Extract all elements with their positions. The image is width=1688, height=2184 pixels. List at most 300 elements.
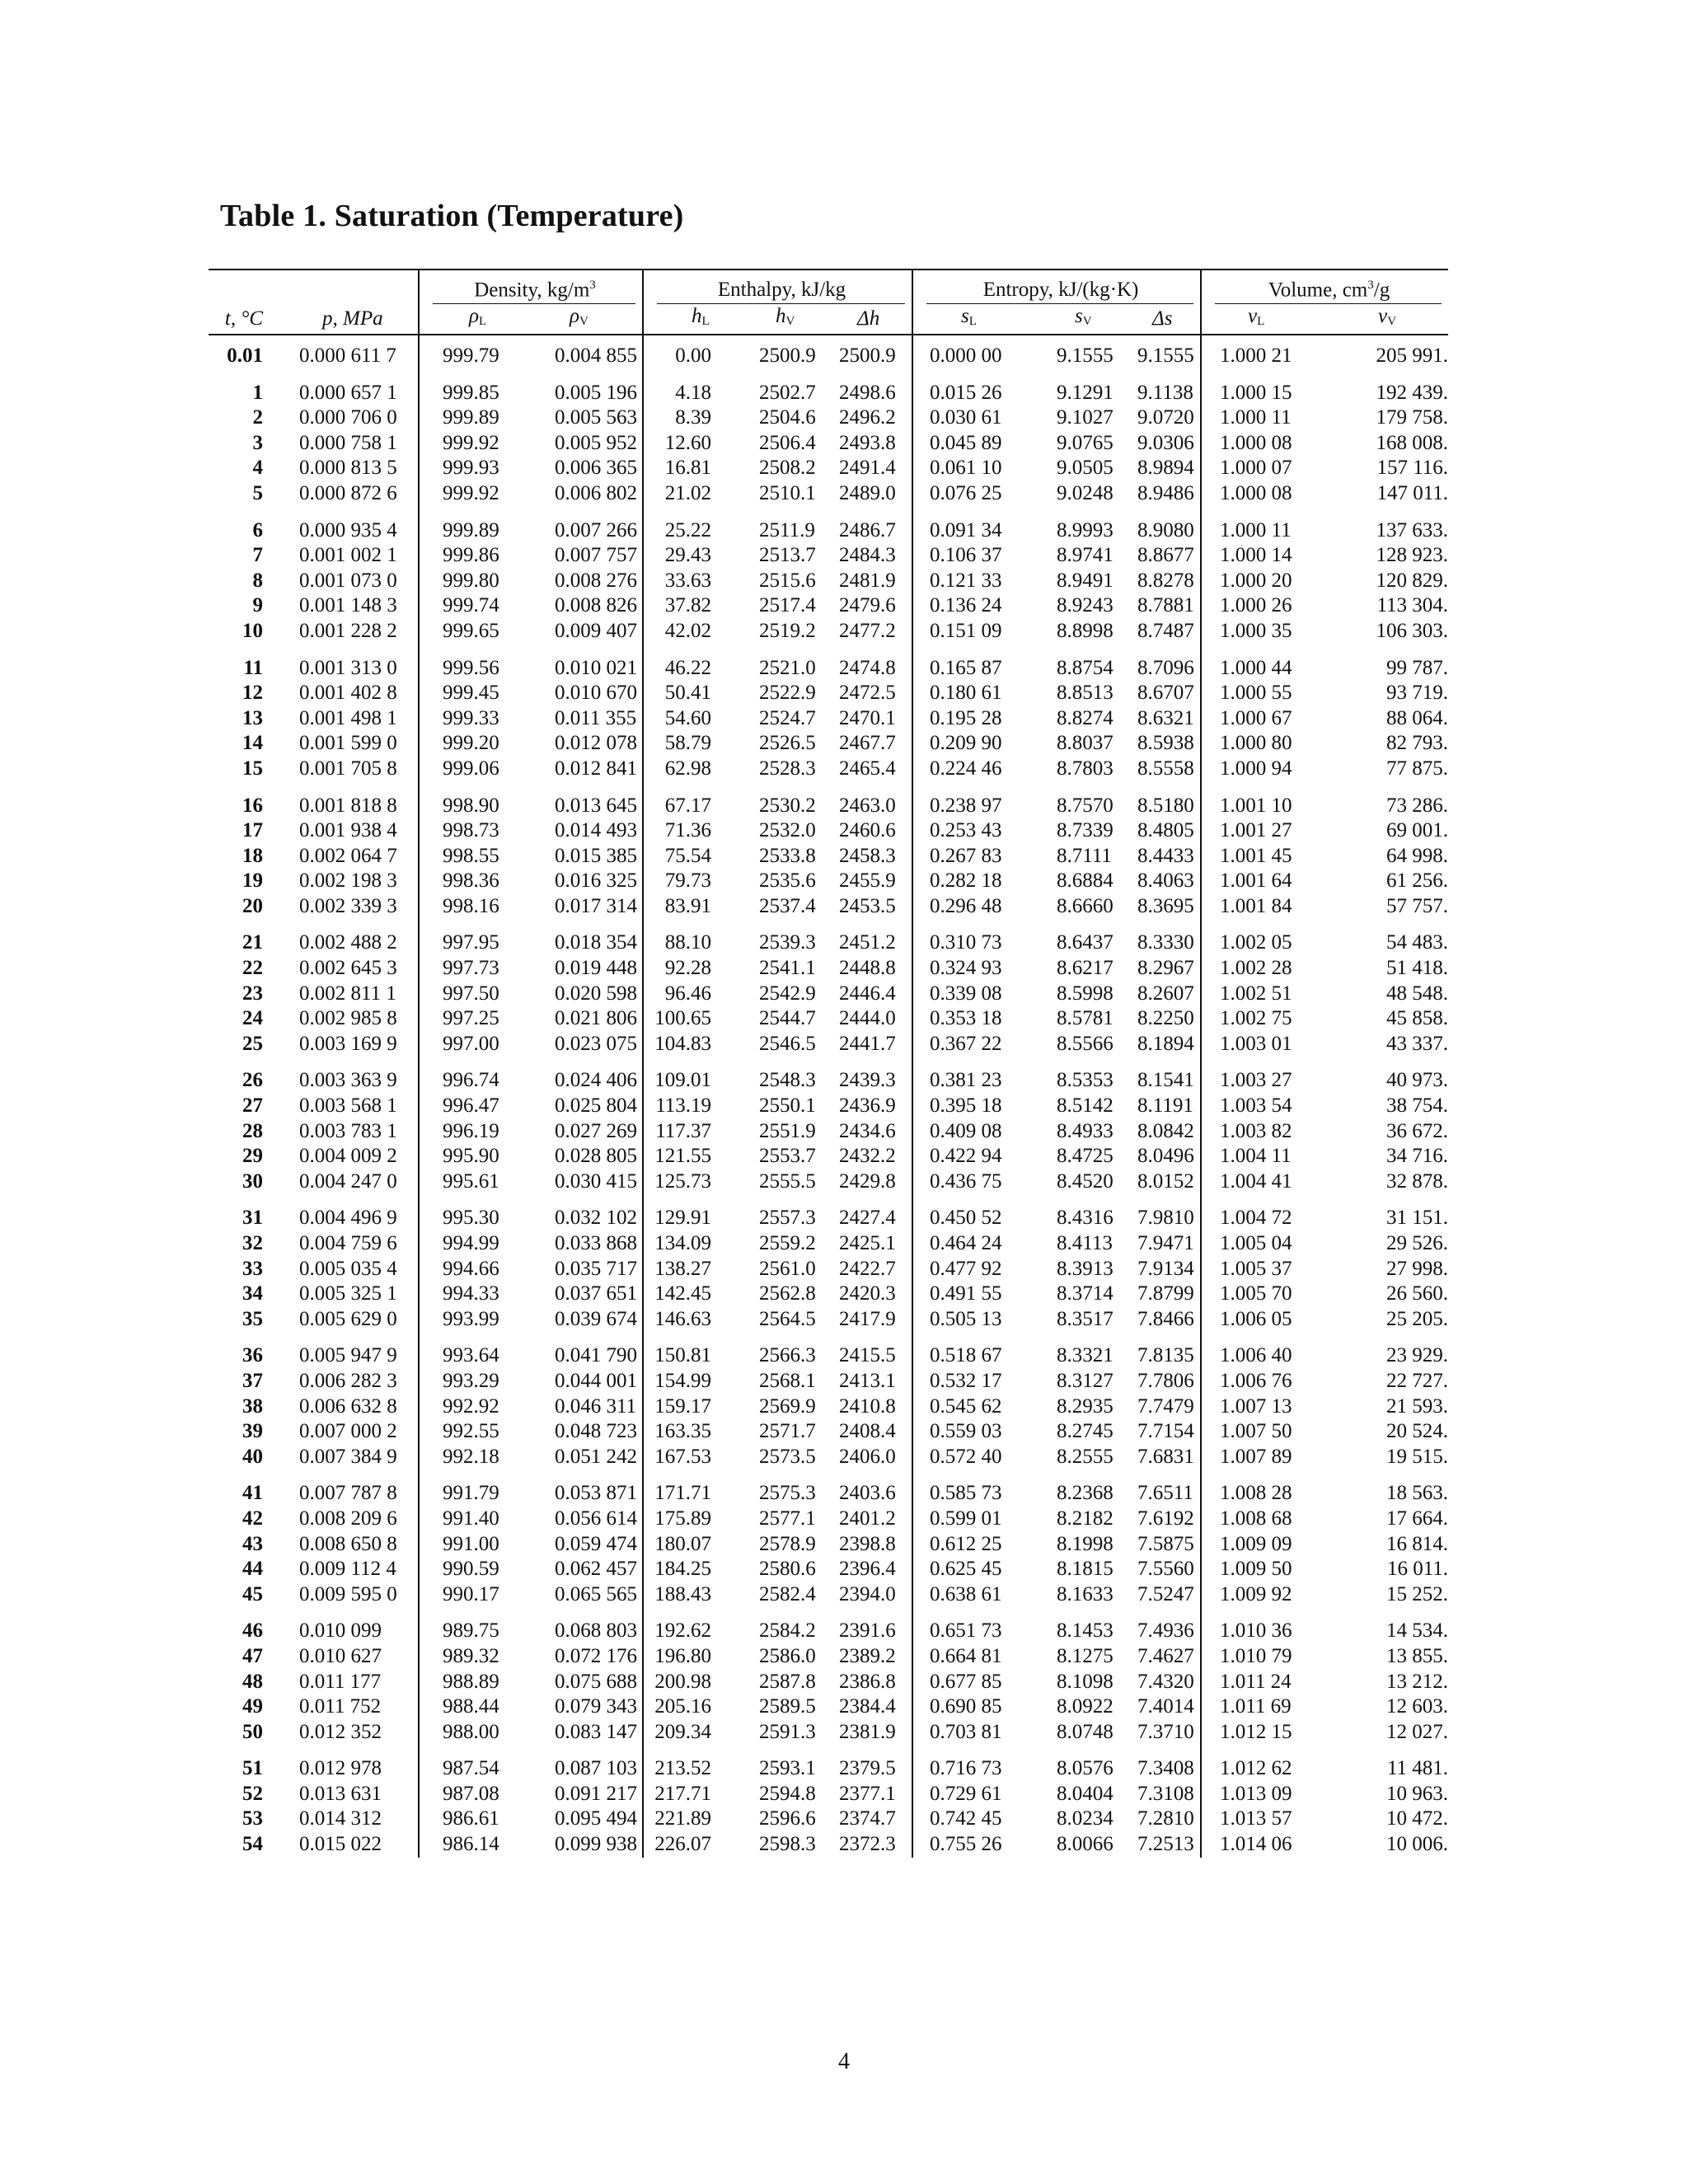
cell-rho-l: 995.90: [419, 1144, 537, 1169]
cell-ds: 8.6321: [1137, 706, 1194, 729]
gap-cell: [744, 1607, 832, 1619]
cell-s-v: 8.7111: [1057, 844, 1112, 867]
cell-v-l: 1.009 50: [1201, 1557, 1319, 1582]
cell-h-l: 213.52: [643, 1756, 744, 1782]
cell-dh: 2425.1: [839, 1232, 896, 1254]
cell-dh: 2384.4: [839, 1695, 896, 1718]
cell-p: 0.010 627: [299, 1644, 382, 1667]
cell-rho-l: 990.59: [419, 1557, 537, 1582]
cell-dh: 2500.9: [839, 344, 896, 367]
table-row: [209, 1720, 1448, 1746]
cell-rho-l: 999.92: [419, 481, 537, 507]
cell-p: 0.002 645 3: [299, 957, 397, 980]
cell-t: 36: [242, 1344, 263, 1367]
cell-s-v: 8.4725: [1057, 1145, 1114, 1168]
cell-v-v: 106 303.: [1376, 619, 1449, 642]
cell-h-v: 2515.6: [759, 569, 816, 592]
cell-ds: 8.4433: [1137, 844, 1194, 867]
gap-cell: [1032, 782, 1121, 794]
cell-ds: 8.9894: [1137, 457, 1194, 480]
gap-cell: [1319, 1469, 1448, 1481]
col-header-t-label: t, °C: [224, 307, 263, 330]
cell-dh: 2463.0: [839, 794, 896, 817]
cell-h-l: 37.82: [643, 593, 744, 619]
cell-ds: 8.3695: [1137, 894, 1194, 917]
cell-h-v: 2557.3: [759, 1207, 816, 1230]
cell-s-v: 8.9243: [1057, 594, 1114, 617]
gap-cell: [1201, 1332, 1319, 1343]
cell-p: 0.006 282 3: [299, 1369, 397, 1392]
cell-s-v: 8.8274: [1057, 706, 1114, 729]
table-row: [209, 1507, 1448, 1532]
cell-h-v: 2542.9: [759, 982, 816, 1005]
cell-ds: 8.9080: [1137, 518, 1194, 541]
cell-s-l: 0.716 73: [912, 1756, 1032, 1782]
cell-t: 35: [242, 1307, 263, 1330]
col-header-p-label: p, MPa: [322, 307, 383, 330]
cell-v-v: 157 116.: [1376, 457, 1449, 480]
table-row: [209, 335, 1448, 369]
cell-v-l: 1.010 79: [1201, 1644, 1319, 1670]
cell-v-l: 1.003 54: [1201, 1094, 1319, 1119]
cell-v-l: 1.007 50: [1201, 1419, 1319, 1445]
cell-p: 0.007 000 2: [299, 1420, 397, 1443]
cell-ds: 8.0496: [1137, 1145, 1194, 1168]
table-row: [209, 456, 1448, 481]
gap-cell: [419, 644, 537, 656]
cell-p: 0.004 009 2: [299, 1145, 397, 1168]
cell-dh: 2422.7: [839, 1257, 896, 1280]
cell-s-l: 0.422 94: [912, 1144, 1032, 1169]
table-row: [209, 1807, 1448, 1832]
cell-h-v: 2548.3: [759, 1069, 816, 1092]
cell-p: 0.000 813 5: [299, 457, 397, 480]
cell-rho-l: 997.50: [419, 982, 537, 1007]
cell-rho-l: 999.86: [419, 543, 537, 569]
gap-cell: [744, 644, 832, 656]
cell-h-l: 33.63: [643, 569, 744, 594]
table-row: [209, 1419, 1448, 1445]
gap-cell: [912, 1194, 1032, 1206]
cell-dh: 2439.3: [839, 1069, 896, 1092]
gap-cell: [209, 919, 283, 930]
cell-s-v: 8.7570: [1057, 794, 1114, 817]
cell-rho-l: 986.61: [419, 1807, 537, 1832]
gap-cell: [1032, 1332, 1121, 1343]
cell-t: 21: [242, 931, 263, 954]
cell-h-v: 2504.6: [759, 406, 816, 429]
cell-rho-l: 987.54: [419, 1756, 537, 1782]
cell-t: 15: [242, 757, 263, 780]
gap-cell: [1201, 919, 1319, 930]
table-row: [209, 593, 1448, 619]
table-row: [209, 681, 1448, 706]
row-group-gap: [209, 507, 1448, 518]
cell-p: 0.012 352: [299, 1720, 382, 1743]
gap-cell: [209, 782, 283, 794]
cell-h-l: 46.22: [643, 656, 744, 682]
cell-h-l: 83.91: [643, 894, 744, 920]
cell-rho-l: 991.00: [419, 1532, 537, 1558]
cell-rho-v: 0.012 078: [555, 732, 637, 755]
col-header-h-l: [643, 304, 744, 335]
cell-ds: 7.5247: [1137, 1582, 1194, 1605]
volume-group-header: [1201, 269, 1448, 302]
cell-v-v: 36 672.: [1386, 1119, 1449, 1142]
cell-s-v: 8.3321: [1057, 1344, 1114, 1367]
cell-p: 0.004 496 9: [299, 1207, 397, 1230]
cell-v-l: 1.000 21: [1201, 335, 1319, 369]
volume-unit-sup: 3: [1367, 278, 1374, 292]
table-body: [209, 335, 1448, 1858]
cell-t: 40: [242, 1445, 263, 1468]
cell-ds: 8.2250: [1137, 1007, 1194, 1030]
table-row: [209, 1557, 1448, 1582]
cell-h-l: 100.65: [643, 1006, 744, 1032]
cell-v-v: 69 001.: [1386, 819, 1449, 842]
cell-dh: 2434.6: [839, 1119, 896, 1142]
cell-p: 0.002 811 1: [299, 982, 396, 1005]
gap-cell: [912, 782, 1032, 794]
col-header-rho-l: [419, 304, 537, 335]
cell-v-l: 1.001 10: [1201, 794, 1319, 819]
cell-rho-l: 987.08: [419, 1782, 537, 1807]
saturation-table-container: [209, 269, 1448, 1858]
row-group-gap: [209, 1332, 1448, 1343]
cell-p: 0.007 384 9: [299, 1445, 397, 1468]
cell-p: 0.008 650 8: [299, 1532, 397, 1555]
cell-h-v: 2566.3: [759, 1344, 816, 1367]
cell-v-l: 1.011 69: [1201, 1694, 1319, 1720]
cell-v-v: 16 814.: [1386, 1532, 1449, 1555]
cell-p: 0.000 872 6: [299, 481, 397, 504]
cell-h-l: 159.17: [643, 1394, 744, 1420]
cell-s-l: 0.532 17: [912, 1369, 1032, 1394]
cell-rho-l: 996.47: [419, 1094, 537, 1119]
cell-rho-v: 0.013 645: [555, 794, 637, 817]
gap-cell: [419, 1745, 537, 1756]
gap-cell: [643, 507, 744, 518]
cell-ds: 8.2967: [1137, 957, 1194, 980]
cell-h-l: 200.98: [643, 1670, 744, 1695]
col-header-dh: [832, 304, 912, 335]
row-group-gap: [209, 644, 1448, 656]
cell-dh: 2474.8: [839, 656, 896, 679]
v-symbol: v: [1248, 305, 1258, 327]
cell-s-l: 0.030 61: [912, 405, 1032, 431]
cell-h-v: 2528.3: [759, 757, 816, 780]
cell-v-l: 1.009 92: [1201, 1582, 1319, 1608]
cell-rho-v: 0.007 266: [555, 518, 637, 541]
row-group-gap: [209, 1469, 1448, 1481]
cell-s-l: 0.651 73: [912, 1619, 1032, 1644]
cell-rho-v: 0.010 021: [555, 656, 637, 679]
cell-rho-v: 0.075 688: [555, 1670, 637, 1693]
cell-t: 48: [242, 1670, 263, 1693]
cell-v-l: 1.009 09: [1201, 1532, 1319, 1558]
cell-v-l: 1.001 45: [1201, 844, 1319, 869]
cell-s-l: 0.253 43: [912, 818, 1032, 844]
cell-s-v: 8.1998: [1057, 1532, 1114, 1555]
sub-l: L: [968, 315, 977, 328]
cell-v-l: 1.000 11: [1201, 518, 1319, 544]
entropy-group-header: [912, 269, 1201, 302]
cell-s-l: 0.572 40: [912, 1445, 1032, 1470]
cell-rho-v: 0.017 314: [555, 894, 637, 917]
cell-rho-l: 998.90: [419, 794, 537, 819]
gap-cell: [744, 1332, 832, 1343]
cell-p: 0.012 978: [299, 1757, 382, 1780]
cell-dh: 2481.9: [839, 569, 896, 592]
cell-dh: 2446.4: [839, 982, 896, 1005]
cell-v-l: 1.001 64: [1201, 869, 1319, 894]
table-row: [209, 1032, 1448, 1057]
cell-v-v: 31 151.: [1386, 1207, 1449, 1230]
cell-rho-l: 993.29: [419, 1369, 537, 1394]
cell-v-l: 1.007 13: [1201, 1394, 1319, 1420]
cell-t: 4: [252, 457, 263, 480]
cell-dh: 2398.8: [839, 1532, 896, 1555]
cell-rho-l: 999.92: [419, 431, 537, 457]
cell-h-l: 16.81: [643, 456, 744, 481]
cell-s-l: 0.677 85: [912, 1670, 1032, 1695]
cell-s-v: 8.2555: [1057, 1445, 1114, 1468]
cell-v-l: 1.002 28: [1201, 956, 1319, 982]
cell-s-v: 8.1633: [1057, 1582, 1114, 1605]
table-row: [209, 1282, 1448, 1307]
table-row: [209, 757, 1448, 782]
cell-rho-l: 997.95: [419, 930, 537, 956]
cell-h-l: 62.98: [643, 757, 744, 782]
cell-v-l: 1.003 82: [1201, 1119, 1319, 1145]
cell-v-l: 1.007 89: [1201, 1445, 1319, 1470]
cell-t: 38: [242, 1394, 263, 1418]
cell-t: 39: [242, 1420, 263, 1443]
gap-cell: [1319, 507, 1448, 518]
cell-ds: 8.8677: [1137, 544, 1194, 567]
gap-cell: [744, 1469, 832, 1481]
cell-h-l: 217.71: [643, 1782, 744, 1807]
gap-cell: [1032, 1194, 1121, 1206]
col-header-ds: [1121, 304, 1201, 335]
cell-h-v: 2546.5: [759, 1032, 816, 1055]
cell-p: 0.013 631: [299, 1782, 382, 1805]
cell-v-v: 18 563.: [1386, 1482, 1449, 1505]
cell-h-v: 2598.3: [759, 1833, 816, 1856]
cell-t: 42: [242, 1507, 263, 1530]
cell-s-v: 8.3127: [1057, 1369, 1114, 1392]
gap-cell: [1319, 782, 1448, 794]
gap-cell: [1319, 1607, 1448, 1619]
sub-l: L: [479, 315, 487, 328]
cell-dh: 2484.3: [839, 544, 896, 567]
cell-s-l: 0.755 26: [912, 1832, 1032, 1858]
gap-cell: [744, 1057, 832, 1068]
cell-s-l: 0.545 62: [912, 1394, 1032, 1420]
cell-h-v: 2559.2: [759, 1232, 816, 1254]
cell-h-l: 25.22: [643, 518, 744, 544]
cell-h-l: 125.73: [643, 1169, 744, 1195]
cell-v-v: 29 526.: [1386, 1232, 1449, 1254]
cell-ds: 8.7881: [1137, 594, 1194, 617]
gap-cell: [643, 1332, 744, 1343]
dh-label: Δh: [857, 307, 880, 330]
s-symbol: s: [961, 305, 969, 327]
cell-t: 8: [252, 569, 263, 592]
cell-h-v: 2561.0: [759, 1257, 816, 1280]
cell-s-l: 0.324 93: [912, 956, 1032, 982]
gap-cell: [1121, 369, 1201, 381]
gap-cell: [643, 369, 744, 381]
cell-ds: 7.4936: [1137, 1619, 1194, 1643]
cell-dh: 2396.4: [839, 1558, 896, 1581]
cell-v-l: 1.005 04: [1201, 1231, 1319, 1257]
col-header-h-v: [744, 304, 832, 335]
cell-v-l: 1.006 40: [1201, 1343, 1319, 1369]
cell-rho-v: 0.044 001: [555, 1369, 637, 1392]
cell-t: 32: [242, 1232, 263, 1254]
cell-t: 0.01: [227, 344, 263, 367]
cell-p: 0.001 498 1: [299, 706, 397, 729]
cell-v-l: 1.000 26: [1201, 593, 1319, 619]
gap-cell: [283, 1607, 419, 1619]
cell-h-v: 2541.1: [759, 957, 816, 980]
cell-v-v: 64 998.: [1386, 844, 1449, 867]
cell-dh: 2377.1: [839, 1782, 896, 1805]
cell-v-l: 1.000 67: [1201, 706, 1319, 732]
cell-rho-l: 996.19: [419, 1119, 537, 1145]
cell-rho-l: 999.85: [419, 381, 537, 406]
cell-rho-l: 998.73: [419, 818, 537, 844]
cell-v-v: 179 758.: [1376, 406, 1449, 429]
gap-cell: [419, 1469, 537, 1481]
table-row: [209, 1644, 1448, 1670]
cell-rho-v: 0.087 103: [555, 1757, 637, 1780]
cell-t: 20: [242, 894, 263, 917]
cell-rho-l: 999.74: [419, 593, 537, 619]
cell-v-l: 1.005 37: [1201, 1257, 1319, 1282]
cell-p: 0.002 064 7: [299, 844, 397, 867]
volume-unit-tail: /g: [1373, 279, 1390, 301]
gap-cell: [209, 1194, 283, 1206]
gap-cell: [744, 1745, 832, 1756]
cell-h-v: 2575.3: [759, 1482, 816, 1505]
gap-cell: [912, 1469, 1032, 1481]
cell-v-v: 23 929.: [1386, 1344, 1449, 1367]
cell-rho-v: 0.028 805: [555, 1145, 637, 1168]
cell-t: 27: [242, 1094, 263, 1118]
gap-cell: [1032, 1469, 1121, 1481]
cell-v-l: 1.000 14: [1201, 543, 1319, 569]
cell-rho-l: 996.74: [419, 1068, 537, 1094]
cell-ds: 8.1191: [1137, 1094, 1193, 1118]
cell-ds: 8.5938: [1137, 732, 1194, 755]
row-group-gap: [209, 1745, 1448, 1756]
cell-p: 0.011 177: [299, 1670, 382, 1693]
cell-p: 0.001 313 0: [299, 656, 397, 679]
cell-p: 0.002 488 2: [299, 931, 397, 954]
cell-s-v: 8.4933: [1057, 1119, 1114, 1142]
cell-dh: 2406.0: [839, 1445, 896, 1468]
cell-ds: 8.7487: [1137, 619, 1194, 642]
cell-v-v: 137 633.: [1376, 518, 1449, 541]
cell-h-l: 134.09: [643, 1231, 744, 1257]
cell-ds: 7.4627: [1137, 1644, 1194, 1667]
cell-s-l: 0.165 87: [912, 656, 1032, 682]
cell-h-l: 21.02: [643, 481, 744, 507]
cell-ds: 7.6831: [1137, 1445, 1194, 1468]
table-row: [209, 930, 1448, 956]
cell-p: 0.004 247 0: [299, 1169, 397, 1193]
cell-ds: 8.6707: [1137, 682, 1194, 705]
cell-v-v: 10 963.: [1386, 1782, 1449, 1805]
cell-ds: 7.4320: [1137, 1670, 1194, 1693]
gap-cell: [209, 1745, 283, 1756]
gap-cell: [1121, 1194, 1201, 1206]
cell-v-l: 1.010 36: [1201, 1619, 1319, 1644]
cell-rho-l: 995.30: [419, 1206, 537, 1231]
cell-h-v: 2521.0: [759, 656, 816, 679]
cell-s-v: 9.1027: [1057, 406, 1114, 429]
cell-v-l: 1.000 08: [1201, 431, 1319, 457]
cell-rho-v: 0.008 276: [555, 569, 637, 592]
cell-v-v: 73 286.: [1386, 794, 1449, 817]
gap-cell: [744, 782, 832, 794]
gap-cell: [832, 1607, 912, 1619]
cell-dh: 2465.4: [839, 757, 896, 780]
cell-v-v: 14 534.: [1386, 1619, 1449, 1643]
gap-cell: [1201, 1745, 1319, 1756]
cell-rho-l: 997.25: [419, 1006, 537, 1032]
table-row: [209, 1694, 1448, 1720]
table-row: [209, 1006, 1448, 1032]
cell-dh: 2420.3: [839, 1282, 896, 1305]
cell-p: 0.007 787 8: [299, 1482, 397, 1505]
gap-cell: [1201, 1194, 1319, 1206]
cell-h-l: 75.54: [643, 844, 744, 869]
cell-rho-v: 0.062 457: [555, 1558, 637, 1581]
col-header-p: [283, 304, 419, 335]
row-group-gap: [209, 1607, 1448, 1619]
gap-cell: [1032, 644, 1121, 656]
cell-h-l: 226.07: [643, 1832, 744, 1858]
cell-t: 29: [242, 1145, 263, 1168]
cell-v-v: 51 418.: [1386, 957, 1449, 980]
cell-t: 5: [252, 481, 263, 504]
table-row: [209, 1068, 1448, 1094]
col-header-t: [209, 304, 283, 335]
cell-v-l: 1.000 15: [1201, 381, 1319, 406]
cell-h-v: 2593.1: [759, 1757, 816, 1780]
cell-s-v: 8.5781: [1057, 1007, 1114, 1030]
cell-s-v: 8.4316: [1057, 1207, 1114, 1230]
gap-cell: [912, 1745, 1032, 1756]
cell-s-v: 8.1275: [1057, 1644, 1114, 1667]
page-number: 4: [838, 2049, 850, 2074]
gap-cell: [1121, 919, 1201, 930]
cell-rho-v: 0.048 723: [555, 1420, 637, 1443]
cell-p: 0.001 002 1: [299, 544, 397, 567]
cell-ds: 7.8799: [1137, 1282, 1194, 1305]
table-row: [209, 431, 1448, 457]
cell-ds: 8.1541: [1137, 1069, 1194, 1092]
cell-p: 0.003 363 9: [299, 1069, 397, 1092]
cell-s-l: 0.267 83: [912, 844, 1032, 869]
cell-dh: 2417.9: [839, 1307, 896, 1330]
gap-cell: [1201, 1607, 1319, 1619]
gap-cell: [419, 507, 537, 518]
sub-v: V: [1082, 315, 1092, 328]
